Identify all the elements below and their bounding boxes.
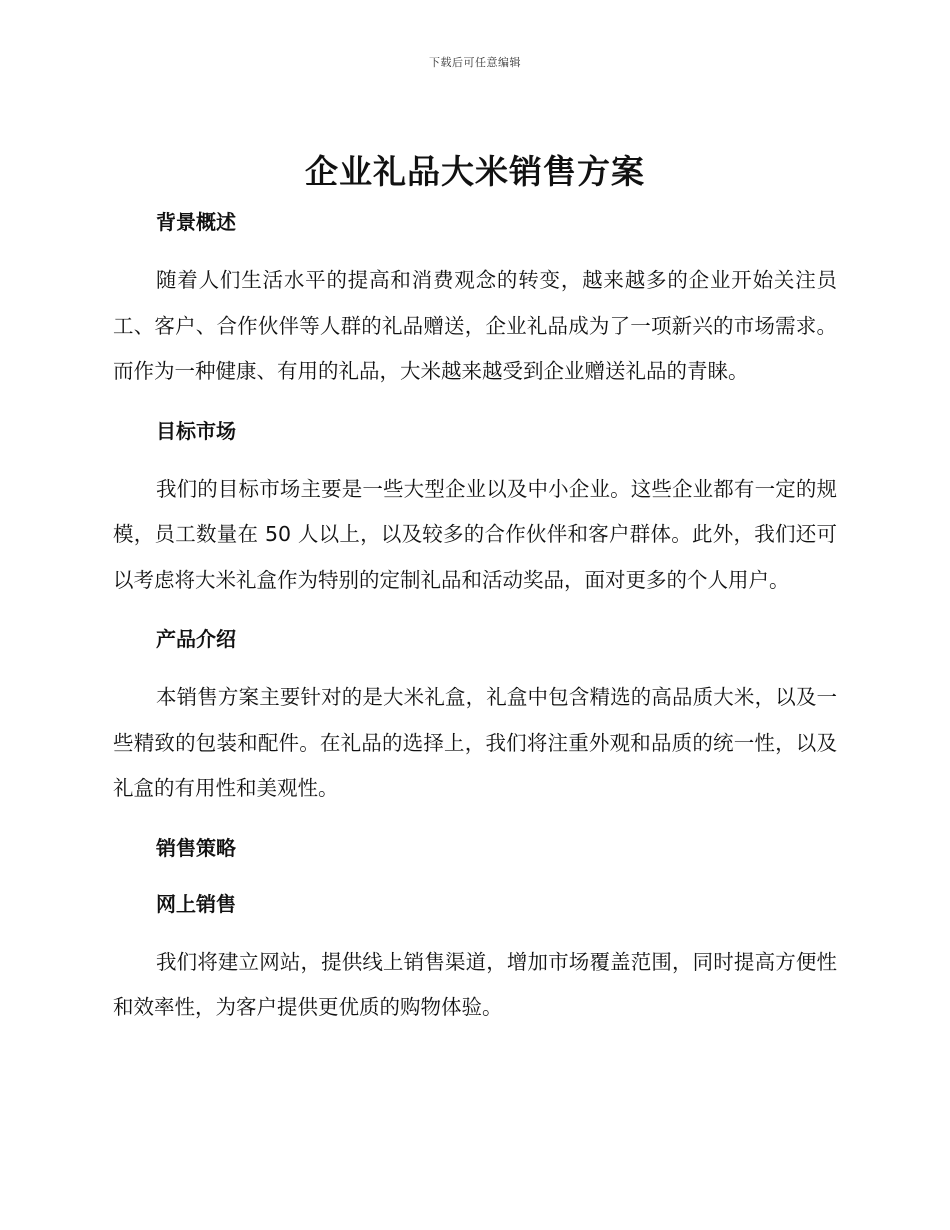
document-body <box>113 204 837 1031</box>
section-heading-background: 背景概述 <box>156 210 236 234</box>
section-paragraph-background: 随着人们生活水平的提高和消费观念的转变，越来越多的企业开始关注员工、客户、合作伙伴等人群的礼品赠送，企业礼品成为了一项新兴的市场需求。而作为一种健康、有用的礼品，大米越来越受到企业赠送礼品的青睐。 <box>113 268 837 383</box>
section-heading-target-market: 目标市场 <box>156 418 236 443</box>
section-paragraph-target-market: 我们的目标市场主要是一些大型企业以及中小企业。这些企业都有一定的规模，员工数量在 50 人以上，以及较多的合作伙伴和客户群体。此外，我们还可以考虑将大米礼盒作为特别的定制礼品和活动奖品，面对更多的个人用户。 <box>113 476 837 592</box>
section-paragraph-online-sales: 我们将建立网站，提供线上销售渠道，增加市场覆盖范围，同时提高方便性和效率性，为客户提供更优质的购物体验。 <box>113 949 837 1019</box>
document-title: 企业礼品大米销售方案 <box>305 152 645 191</box>
section-heading-online-sales: 网上销售 <box>156 891 236 916</box>
header-note: 下载后可任意编辑 <box>429 56 521 69</box>
section-heading-sales-strategy: 销售策略 <box>156 835 236 860</box>
section-heading-product: 产品介绍 <box>156 627 236 651</box>
section-paragraph-product: 本销售方案主要针对的是大米礼盒，礼盒中包含精选的高品质大米，以及一些精致的包装和配件。在礼品的选择上，我们将注重外观和品质的统一性，以及礼盒的有用性和美观性。 <box>113 685 837 800</box>
